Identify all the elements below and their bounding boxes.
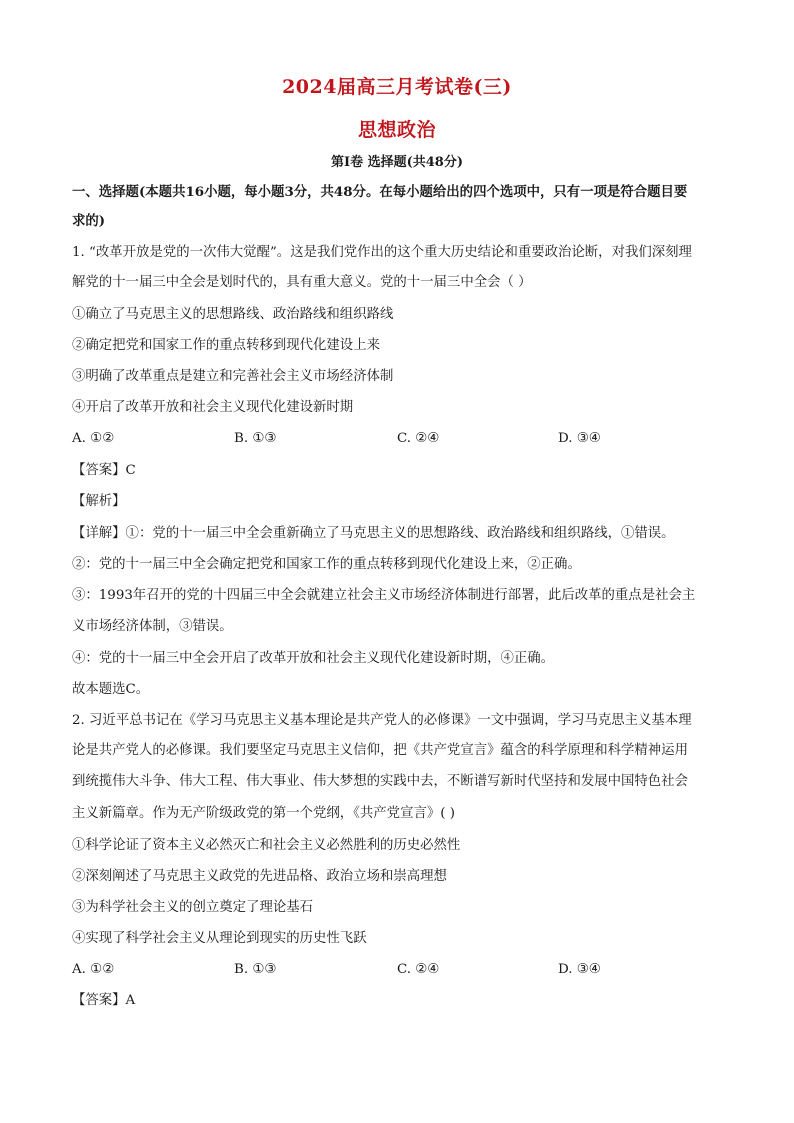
q1-analysis-heading: 【解析】: [72, 494, 126, 509]
q2-option-a: A. ①②: [72, 962, 115, 977]
exam-title: 2024届高三月考试卷(三): [282, 76, 512, 98]
q1-option-a: A. ①②: [72, 431, 115, 446]
q2-item-4: ④实现了科学社会主义从理论到现实的历史性飞跃: [72, 931, 367, 946]
subject-title: 思想政治: [357, 119, 436, 141]
section-instructions-line1: 一、选择题(本题共16小题，每小题3分，共48分。在每小题给出的四个选项中，只有一项是符合题目要: [72, 184, 688, 200]
q2-stem-line2: 论是共产党人的必修课。我们要坚定马克思主义信仰，把《共产党宣言》蕴含的科学原理和科学精神运用: [72, 743, 688, 758]
q1-option-d: D. ③④: [558, 431, 601, 446]
q2-stem-line1: 2. 习近平总书记在《学习马克思主义基本理论是共产党人的必修课》一文中强调，学习马克思主义基本理: [72, 713, 692, 728]
q1-detail-3: ③：1993年召开的党的十四届三中全会就建立社会主义市场经济体制进行部署，此后改革的重点是社会主: [72, 588, 696, 603]
q2-option-b: B. ①③: [234, 962, 277, 977]
q2-item-1: ①科学论证了资本主义必然灭亡和社会主义必然胜利的历史必然性: [72, 838, 461, 853]
q1-detail-1: 【详解】①：党的十一届三中全会重新确立了马克思主义的思想路线、政治路线和组织路线，①错误。: [72, 526, 675, 541]
section-instructions-line2: 求的): [72, 213, 106, 229]
q2-option-c: C. ②④: [397, 962, 440, 977]
q1-item-3: ③明确了改革重点是建立和完善社会主义市场经济体制: [72, 369, 394, 384]
q1-stem-line2: 解党的十一届三中全会是划时代的，具有重大意义。党的十一届三中全会（ ）: [72, 275, 532, 290]
q2-answer: 【答案】A: [72, 993, 136, 1008]
q1-item-2: ②确定把党和国家工作的重点转移到现代化建设上来: [72, 338, 380, 353]
q1-option-c: C. ②④: [397, 431, 440, 446]
q2-item-3: ③为科学社会主义的创立奠定了理论基石: [72, 900, 314, 915]
q1-answer: 【答案】C: [72, 463, 136, 478]
q1-option-b: B. ①③: [234, 431, 277, 446]
q2-stem-line4: 主义新篇章。作为无产阶级政党的第一个党纲，《共产党宣言》( ): [72, 806, 455, 821]
q1-item-4: ④开启了改革开放和社会主义现代化建设新时期: [72, 400, 354, 415]
q1-detail-5: ④：党的十一届三中全会开启了改革开放和社会主义现代化建设新时期，④正确。: [72, 651, 555, 666]
q2-stem-line3: 到统揽伟大斗争、伟大工程、伟大事业、伟大梦想的实践中去，不断谱写新时代坚持和发展中国特色社会: [72, 774, 688, 789]
q2-option-d: D. ③④: [558, 962, 601, 977]
q1-detail-2: ②：党的十一届三中全会确定把党和国家工作的重点转移到现代化建设上来，②正确。: [72, 557, 581, 572]
q1-item-1: ①确立了马克思主义的思想路线、政治路线和组织路线: [72, 307, 394, 322]
q1-stem-line1: 1. “改革开放是党的一次伟大觉醒”。这是我们党作出的这个重大历史结论和重要政治论断，对我们深刻理: [72, 245, 692, 260]
q2-options: [72, 960, 672, 980]
q1-detail-6: 故本题选C。: [72, 682, 150, 697]
part-heading: 第Ⅰ卷 选择题(共48分): [331, 155, 463, 170]
q1-detail-4: 义市场经济体制，③错误。: [72, 619, 233, 634]
q1-options: [72, 429, 672, 449]
q2-item-2: ②深刻阐述了马克思主义政党的先进品格、政治立场和崇高理想: [72, 869, 447, 884]
